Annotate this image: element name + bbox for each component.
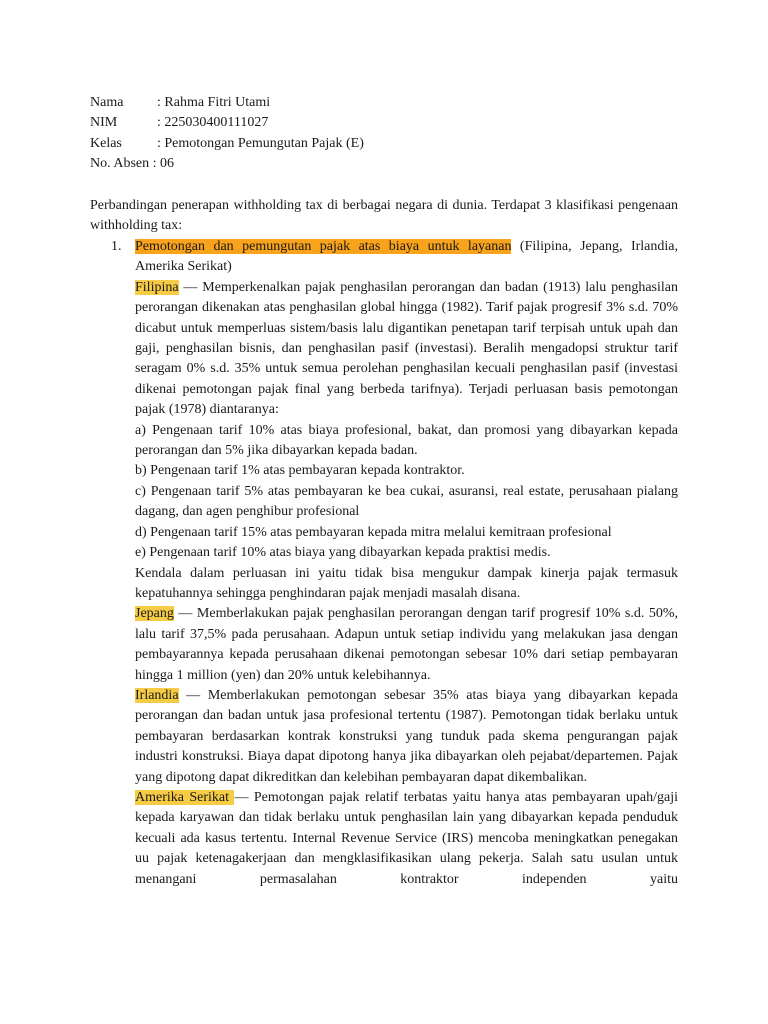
jepang-text: — Memberlakukan pajak penghasilan perorangan dengan tarif progresif 10% s.d. 50%, lalu tarif 37,5% pada perusahaan. Adapun untuk setiap individu yang melakukan jasa dengan pembayarannya kepada perusahaan dikenai pemotongan sebesar 10% dari setiap pembayaran hingga 1 million (yen) dan 20% untuk kelebihannya. <box>135 606 678 683</box>
info-value: : Pemotongan Pemungutan Pajak (E) <box>157 135 364 151</box>
jepang-paragraph <box>135 604 678 686</box>
filipina-point-e: e) Pengenaan tarif 10% atas biaya yang dibayarkan kepada praktisi medis. <box>135 545 551 561</box>
classification-list <box>111 237 678 890</box>
info-label: NIM <box>90 115 118 131</box>
student-info <box>90 93 364 175</box>
info-row-absen <box>90 154 364 174</box>
filipina-point-d: d) Pengenaan tarif 15% atas pembayaran kepada mitra melalui kemitraan profesional <box>135 524 612 540</box>
irlandia-text: — Memberlakukan pemotongan sebesar 35% atas biaya yang dibayarkan kepada perorangan dan badan untuk jasa profesional tertentu (1987). Pemotongan tidak berlaku untuk pembayaran berdasarkan kontrak konstruksi yang tunduk pada skema pengurangan pajak industri konstruksi. Biaya dapat dipotong hanya jika dibayarkan oleh pejabat/departemen. Pajak yang dipotong dapat dikreditkan dan kelebihan pembayaran dapat dikembalikan. <box>135 687 678 785</box>
filipina-point-b: b) Pengenaan tarif 1% atas pembayaran kepada kontraktor. <box>135 463 465 479</box>
highlighted-title: Pemotongan dan pemungutan pajak atas biaya untuk layanan <box>135 239 512 254</box>
filipina-kendala: Kendala dalam perluasan ini yaitu tidak bisa mengukur dampak kinerja pajak termasuk kepatuhannya sehingga penghindaran pajak menjadi masalah disana. <box>135 565 678 601</box>
info-value: : 225030400111027 <box>157 115 269 131</box>
list-number: 1. <box>111 239 122 254</box>
filipina-point-c: c) Pengenaan tarif 5% atas pembayaran ke bea cukai, asuransi, real estate, perusahaan pialang dagang, dan agen penghibur profesional <box>135 483 678 520</box>
country-amerika-serikat: Amerika Serikat <box>135 789 235 805</box>
country-jepang: Jepang <box>135 606 174 622</box>
info-row-nim <box>90 113 364 133</box>
title-countries: (Filipina, Jepang, Irlandia, Amerika Serikat) <box>135 239 678 275</box>
info-label: Kelas <box>90 135 122 151</box>
item-title <box>135 237 678 278</box>
info-value: : Rahma Fitri Utami <box>157 95 271 110</box>
info-row-kelas <box>90 134 364 154</box>
amerika-text: — Pemotongan pajak relatif terbatas yaitu hanya atas pembayaran upah/gaji kepada karyawan dan tidak berlaku untuk penghasilan lain yang dibayarkan kepada penduduk kecuali ada kasus tertentu. Internal Revenue Service (IRS) mencoba meningkatkan penegakan uu pajak ketenagakerjaan dan mengklasifikasikan ulang pekerja. Salah satu usulan untuk menangani permasalahan kontraktor independen yaitu <box>135 789 678 887</box>
filipina-text: — Memperkenalkan pajak penghasilan perorangan dan badan (1913) lalu penghasilan perorangan dikenakan atas penghasilan global hingga (1982). Tarif pajak progresif 3% s.d. 70% dicabut untuk memperluas sistem/basis lalu digantikan penetapan tarif terpisah untuk upah dan gaji, penghasilan bisnis, dan penghasilan pasif (investasi). Beralih mengadopsi struktur tarif seragam 0% s.d. 35% untuk semua perolehan penghasilan kecuali penghasilan pasif (investasi dikenai pemotongan pajak final yang berbeda tarifnya). Terjadi perluasan basis pemotongan pajak (1978) diantaranya: <box>135 279 678 418</box>
country-filipina: Filipina <box>135 279 179 295</box>
filipina-paragraph <box>135 278 678 421</box>
irlandia-paragraph <box>135 686 678 788</box>
intro-paragraph: Perbandingan penerapan withholding tax di berbagai negara di dunia. Terdapat 3 klasifikasi pengenaan withholding tax: <box>90 198 678 234</box>
info-label: Nama <box>90 95 124 110</box>
filipina-point-a: a) Pengenaan tarif 10% atas biaya profesional, bakat, dan promosi yang dibayarkan kepada perorangan dan 5% jika dibayarkan kepada badan. <box>135 422 678 459</box>
info-row-nama <box>90 93 364 113</box>
amerika-paragraph <box>135 788 678 890</box>
list-item <box>135 237 678 890</box>
info-absen: No. Absen : 06 <box>90 156 174 172</box>
country-irlandia: Irlandia <box>135 687 179 703</box>
